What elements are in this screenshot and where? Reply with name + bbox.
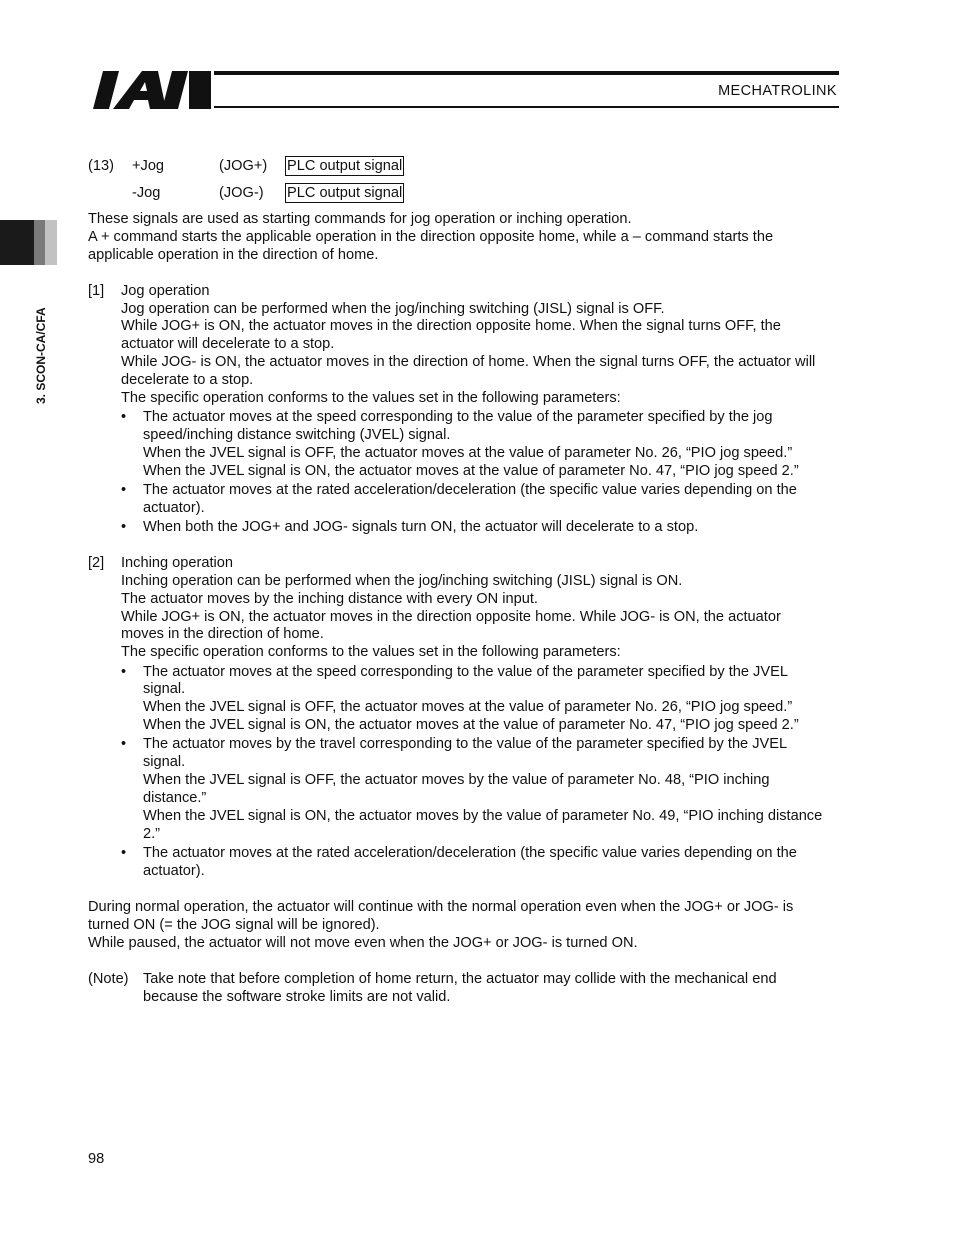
header-title: MECHATROLINK [718,83,837,99]
bullet-line: When the JVEL signal is OFF, the actuator moves at the value of parameter No. 26, “PIO jog speed.” [143,445,793,461]
section-line: Inching operation can be performed when the jog/inching switching (JISL) signal is ON. [121,573,683,589]
bullet-line: The actuator moves at the speed corresponding to the value of the parameter specified by the jog [143,409,773,425]
bullet-dot: • [121,409,127,425]
chapter-tab-label: 3. SCON-CA/CFA [34,307,48,404]
chapter-tab-block-light [45,220,57,265]
closing-line: During normal operation, the actuator will continue with the normal operation even when the JOG+ or JOG- is [88,899,794,915]
section-line: While JOG- is ON, the actuator moves in the direction of home. When the signal turns OFF, the actuator will [121,354,816,370]
signal-number: (13) [88,158,114,174]
bullet-line: signal. [143,754,186,770]
intro-line: A + command starts the applicable operation in the direction opposite home, while a – command starts the [88,229,774,245]
section-line: The specific operation conforms to the values set in the following parameters: [121,644,621,660]
iai-logo [90,66,212,114]
bullet-line: The actuator moves at the rated acceleration/deceleration (the specific value varies depending on the [143,482,797,498]
closing-line: While paused, the actuator will not move even when the JOG+ or JOG- is turned ON. [88,935,638,951]
section-line: The actuator moves by the inching distance with every ON input. [121,591,538,607]
bullet-dot: • [121,664,127,680]
intro-line: These signals are used as starting commands for jog operation or inching operation. [88,211,632,227]
signal-code: (JOG+) [219,158,268,174]
signal-type-box: PLC output signal [287,185,403,201]
signal-type-box: PLC output signal [287,158,403,174]
header-rule-thick [214,71,839,75]
bullet-line: When both the JOG+ and JOG- signals turn ON, the actuator will decelerate to a stop. [143,519,699,535]
header-rule-thin [214,106,839,108]
section-number: [2] [88,555,105,571]
signal-name: -Jog [132,185,161,201]
bullet-dot: • [121,736,127,752]
chapter-tab-block-dark [0,220,34,265]
section-title: Inching operation [121,555,233,571]
bullet-dot: • [121,482,127,498]
section-line: Jog operation can be performed when the jog/inching switching (JISL) signal is OFF. [121,301,665,317]
bullet-dot: • [121,845,127,861]
bullet-line: When the JVEL signal is ON, the actuator moves by the value of parameter No. 49, “PIO inching distance [143,808,823,824]
section-line: While JOG+ is ON, the actuator moves in the direction opposite home. When the signal turns OFF, the [121,318,781,334]
signal-code: (JOG-) [219,185,264,201]
bullet-line: When the JVEL signal is ON, the actuator moves at the value of parameter No. 47, “PIO jog speed 2.” [143,463,799,479]
section-line: While JOG+ is ON, the actuator moves in the direction opposite home. While JOG- is ON, the actuator [121,609,781,625]
bullet-line: The actuator moves at the rated acceleration/deceleration (the specific value varies depending on the [143,845,797,861]
bullet-line: actuator). [143,500,205,516]
page-number: 98 [88,1151,105,1167]
bullet-line: speed/inching distance switching (JVEL) signal. [143,427,451,443]
section-number: [1] [88,283,105,299]
intro-line: applicable operation in the direction of home. [88,247,379,263]
bullet-line: The actuator moves by the travel corresponding to the value of the parameter specified by the JVEL [143,736,788,752]
bullet-line: When the JVEL signal is OFF, the actuator moves by the value of parameter No. 48, “PIO inching [143,772,770,788]
bullet-line: 2.” [143,826,161,842]
signal-name: +Jog [132,158,165,174]
section-line: moves in the direction of home. [121,626,324,642]
bullet-line: signal. [143,681,186,697]
bullet-line: actuator). [143,863,205,879]
note-line: Take note that before completion of home return, the actuator may collide with the mechanical end [143,971,777,987]
chapter-tab-block-mid [34,220,45,265]
bullet-line: The actuator moves at the speed corresponding to the value of the parameter specified by the JVEL [143,664,788,680]
section-line: The specific operation conforms to the values set in the following parameters: [121,390,621,406]
section-line: decelerate to a stop. [121,372,254,388]
bullet-dot: • [121,519,127,535]
note-line: because the software stroke limits are not valid. [143,989,451,1005]
bullet-line: When the JVEL signal is ON, the actuator moves at the value of parameter No. 47, “PIO jog speed 2.” [143,717,799,733]
bullet-line: distance.” [143,790,207,806]
section-title: Jog operation [121,283,210,299]
section-line: actuator will decelerate to a stop. [121,336,335,352]
note-label: (Note) [88,971,129,987]
closing-line: turned ON (= the JOG signal will be ignored). [88,917,380,933]
bullet-line: When the JVEL signal is OFF, the actuator moves at the value of parameter No. 26, “PIO jog speed.” [143,699,793,715]
